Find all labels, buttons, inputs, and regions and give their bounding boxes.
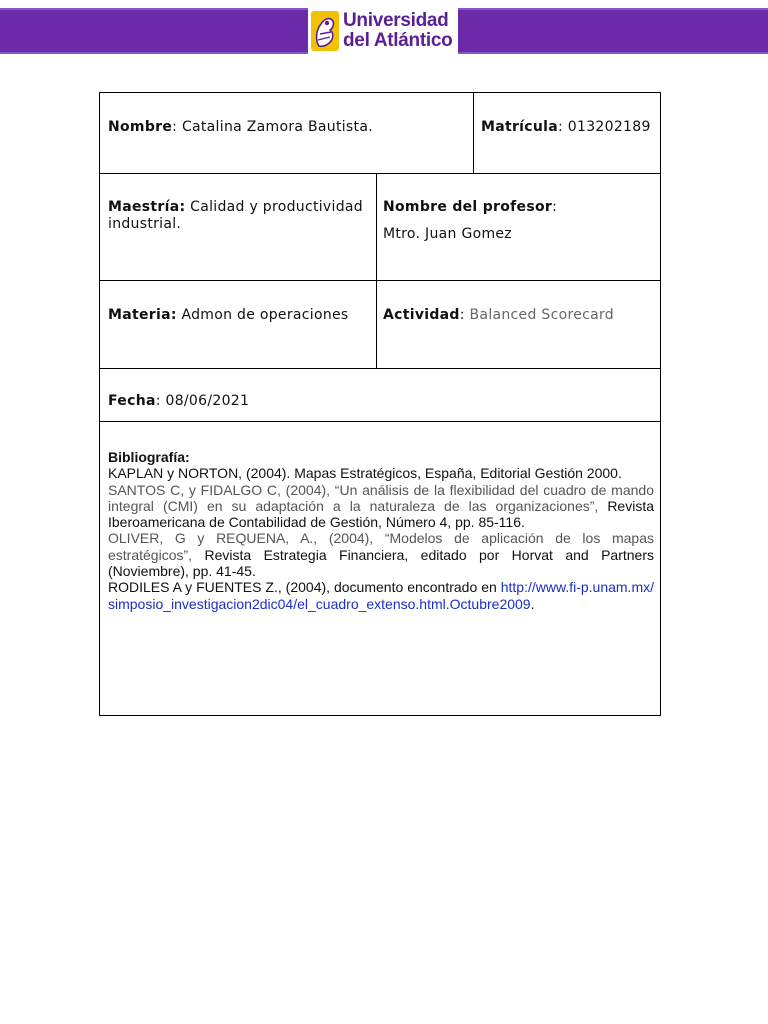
profesor-value: Mtro. Juan Gomez (383, 226, 512, 242)
row-divider (100, 421, 660, 422)
bibliography-entry-part: RODILES A y FUENTES Z., (2004), documento encontrado en (108, 579, 497, 596)
logo-line-1: Universidad (343, 10, 449, 31)
bibliography-title: Bibliografía: (108, 449, 190, 465)
nombre-label: Nombre (108, 119, 173, 135)
bibliography-entry: KAPLAN y NORTON, (2004). Mapas Estratégicos, España, Editorial Gestión 2000. (108, 465, 622, 482)
maestria-label: Maestría: (108, 199, 186, 215)
matricula-label: Matrícula (481, 119, 558, 135)
column-divider (376, 173, 377, 368)
student-info-table (99, 92, 661, 716)
university-logo (308, 8, 458, 54)
university-emblem-icon (310, 10, 340, 52)
bibliography-entry (108, 579, 654, 612)
row-divider (100, 280, 660, 281)
bibliography-section (108, 449, 654, 612)
bibliography-entry-end: . (530, 595, 535, 612)
fecha-cell: Fecha: 08/06/2021 (108, 393, 250, 409)
nombre-cell: Nombre: Catalina Zamora Bautista. (108, 119, 373, 135)
actividad-value: Balanced Scorecard (469, 307, 614, 323)
fecha-value: 08/06/2021 (165, 393, 250, 409)
matricula-value: 013202189 (567, 119, 651, 135)
column-divider (473, 93, 474, 173)
materia-label: Materia: (108, 307, 177, 323)
maestria-value: Calidad y productividad industrial. (108, 199, 363, 232)
bibliography-entry-part: Revista Iberoamericana de Contabilidad de Gestión, Número 4, pp. 85-116. (108, 497, 654, 531)
materia-cell (108, 307, 368, 323)
fecha-label: Fecha (108, 393, 156, 409)
profesor-cell: Nombre del profesor: Mtro. Juan Gomez (383, 199, 653, 242)
actividad-label: Actividad (383, 307, 460, 323)
bibliography-link[interactable]: http://www.fi-p.unam.mx/simposio_investigacion2dic04/el_cuadro_extenso.html.Octubre2009 (108, 579, 655, 612)
row-divider (100, 368, 660, 369)
bibliography-entry-part: SANTOS C, y FIDALGO C, (2004), “Un análisis de la flexibilidad del cuadro de mando integral (CMI) en su adaptación a la naturaleza de las organizaciones”, (108, 481, 654, 514)
bibliography-entry (108, 482, 654, 531)
actividad-cell: Actividad: Balanced Scorecard (383, 307, 614, 323)
matricula-cell: Matrícula: 013202189 (481, 119, 651, 135)
bibliography-entry (108, 530, 654, 579)
materia-value: Admon de operaciones (181, 307, 349, 323)
logo-line-2: del Atlántico (343, 30, 453, 51)
maestria-cell (108, 199, 368, 233)
nombre-value: Catalina Zamora Bautista. (181, 119, 373, 135)
row-divider (100, 173, 660, 174)
profesor-label: Nombre del profesor (383, 199, 553, 215)
bibliography-entry-part: OLIVER, G y REQUENA, A., (2004), “Modelos de aplicación de los mapas estratégicos”, (108, 530, 654, 563)
bibliography-entry-part: Revista Estrategia Financiera, editado por Horvat and Partners (Noviembre), pp. 41-45. (108, 546, 654, 580)
